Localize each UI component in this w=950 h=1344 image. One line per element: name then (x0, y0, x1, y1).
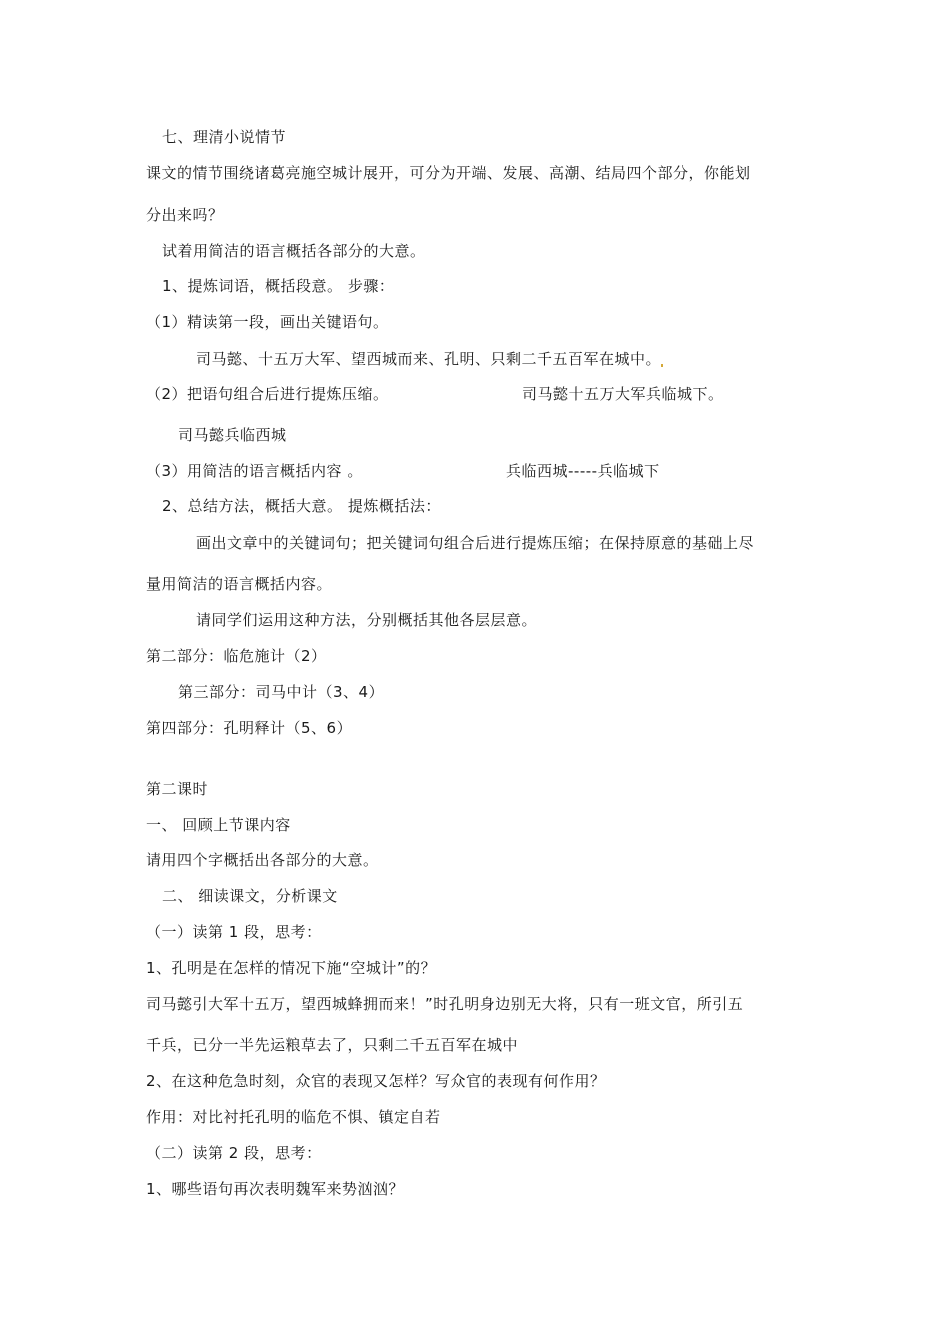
mark-dot (661, 364, 663, 367)
step-item: （3）用简洁的语言概括内容 。 (146, 462, 363, 480)
summary-result: 兵临西城-----兵临城下 (506, 462, 660, 480)
key-phrases: 司马懿、十五万大军、望西城而来、孔明、只剩二千五百军在城中。 (196, 350, 662, 368)
section-heading: 二、 细读课文，分析课文 (162, 887, 338, 905)
step-item: （1）精读第一段，画出关键语句。 (146, 313, 389, 331)
compressed-sentence: 司马懿十五万大军兵临城下。 (522, 385, 724, 403)
part-summary: 第三部分：司马中计（3、4） (178, 683, 385, 701)
answer-line: 司马懿引大军十五万，望西城蜂拥而来！”时孔明身边别无大将，只有一班文官，所引五 (146, 995, 744, 1013)
paragraph-line: 画出文章中的关键词句；把关键词句组合后进行提炼压缩；在保持原意的基础上尽 (196, 534, 755, 552)
subsection-heading: （二）读第 2 段，思考： (146, 1144, 322, 1162)
part-summary: 第二部分：临危施计（2） (146, 647, 327, 665)
paragraph-line: 试着用简洁的语言概括各部分的大意。 (162, 242, 426, 260)
part-summary: 第四部分：孔明释计（5、6） (146, 719, 353, 737)
question-item: 1、孔明是在怎样的情况下施“空城计”的？ (146, 959, 437, 977)
answer-line: 作用：对比衬托孔明的临危不惧、镇定自若 (146, 1108, 441, 1126)
section-heading: 一、 回顾上节课内容 (146, 816, 291, 834)
paragraph-line: 请用四个字概括出各部分的大意。 (146, 851, 379, 869)
subsection-heading: （一）读第 1 段，思考： (146, 923, 322, 941)
answer-line: 千兵，已分一半先运粮草去了，只剩二千五百军在城中 (146, 1036, 519, 1054)
step-heading: 1、提炼词语，概括段意。 步骤： (162, 277, 395, 295)
step-heading: 2、总结方法，概括大意。 提炼概括法： (162, 497, 441, 515)
lesson-heading: 第二课时 (146, 780, 209, 798)
summary-phrase: 司马懿兵临西城 (178, 426, 287, 444)
paragraph-line: 课文的情节围绕诸葛亮施空城计展开，可分为开端、发展、高潮、结局四个部分，你能划 (146, 164, 751, 182)
paragraph-line: 量用简洁的语言概括内容。 (146, 575, 333, 593)
section-heading-seven: 七、理清小说情节 (162, 128, 287, 146)
paragraph-line: 分出来吗？ (146, 206, 224, 224)
paragraph-line: 请同学们运用这种方法，分别概括其他各层层意。 (196, 611, 538, 629)
question-item: 1、哪些语句再次表明魏军来势汹汹？ (146, 1180, 405, 1198)
step-item: （2）把语句组合后进行提炼压缩。 (146, 385, 389, 403)
question-item: 2、在这种危急时刻，众官的表现又怎样？写众官的表现有何作用？ (146, 1072, 606, 1090)
